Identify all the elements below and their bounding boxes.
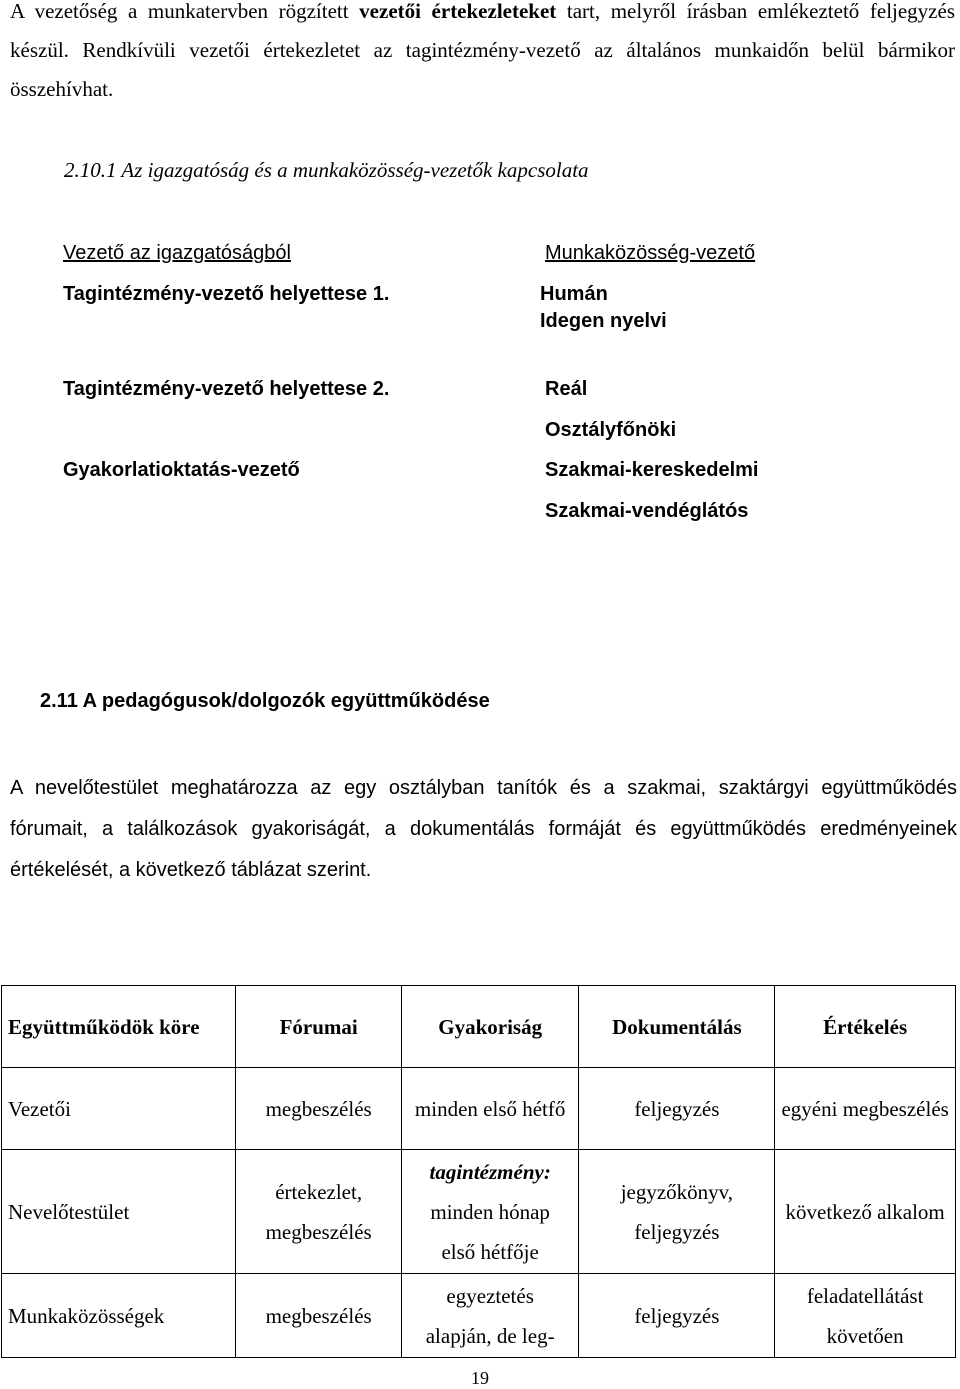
cell-evaluation: egyéni megbeszélés [775,1068,956,1150]
cell-frequency [401,1274,579,1358]
intro-text-before: A vezetőség a munkatervben rögzített [10,0,360,23]
frequency-line-3: első hétfője [441,1239,539,1264]
page-number: 19 [471,1368,489,1388]
frequency-line-1: egyeztetés [446,1283,534,1308]
cell-frequency [401,1150,579,1274]
header-cooperation-circle: Együttműködök köre [2,986,236,1068]
deputy-1: Tagintézmény-vezető helyettese 1. [63,283,390,305]
cell-documentation: feljegyzés [579,1274,775,1358]
frequency-line-1: tagintézmény: [429,1159,551,1184]
frequency-line-2: alapján, de leg- [425,1323,555,1348]
team-class-teachers: Osztályfőnöki [545,419,677,441]
cell-forum: értekezlet, megbeszélés [236,1150,401,1274]
section-2-10-1-heading: 2.10.1 Az igazgatóság és a munkaközösség-vezetők kapcsolata [64,158,589,182]
header-forums: Fórumai [236,986,401,1068]
intro-text-after: tart, melyről írásban emlékeztető feljegyzés készül. Rendkívüli vezetői értekezletet az tagintézmény-vezető az általános munkaidőn belül bármikor összehívhat. [10,0,955,101]
table-header-row [2,986,956,1068]
section-2-11-paragraph: A nevelőtestület meghatározza az egy osztályban tanítók és a szakmai, szaktárgyi együttműködés fórumait, a találkozások gyakoriságát, a dokumentálás formáját és együttműködés eredményeinek értékelését, a következő táblázat szerint. [10,777,957,881]
cell-circle: Vezetői [2,1068,236,1150]
cell-documentation: jegyzőkönyv, feljegyzés [579,1150,775,1274]
team-foreign-language: Idegen nyelvi [540,310,667,332]
leadership-column-header: Vezető az igazgatóságból [63,242,291,264]
cell-forum: megbeszélés [236,1068,401,1150]
header-evaluation: Értékelés [775,986,956,1068]
cell-forum: megbeszélés [236,1274,401,1358]
team-science: Reál [545,378,588,400]
cell-circle: Nevelőtestület [2,1150,236,1274]
practical-training-leader: Gyakorlatioktatás-vezető [63,459,300,481]
table-row [2,1274,956,1358]
team-human: Humán [540,283,608,305]
cell-circle: Munkaközösségek [2,1274,236,1358]
header-frequency: Gyakoriság [401,986,579,1068]
section-2-11-heading: 2.11 A pedagógusok/dolgozók együttműködése [40,690,490,712]
header-documentation: Dokumentálás [579,986,775,1068]
frequency-line-2: minden hónap [430,1199,550,1224]
cell-evaluation: következő alkalom [775,1150,956,1274]
deputy-2: Tagintézmény-vezető helyettese 2. [63,378,390,400]
cooperation-table [1,985,956,1358]
table-row [2,1150,956,1274]
table-row [2,1068,956,1150]
intro-paragraph [10,0,955,109]
intro-bold-text: vezetői értekezleteket [359,0,557,23]
cell-frequency: minden első hétfő [401,1068,579,1150]
cell-evaluation: feladatellátást követően [775,1274,956,1358]
team-leader-column-header: Munkaközösség-vezető [545,242,756,264]
cell-documentation: feljegyzés [579,1068,775,1150]
team-commerce: Szakmai-kereskedelmi [545,459,759,481]
team-hospitality: Szakmai-vendéglátós [545,500,749,522]
